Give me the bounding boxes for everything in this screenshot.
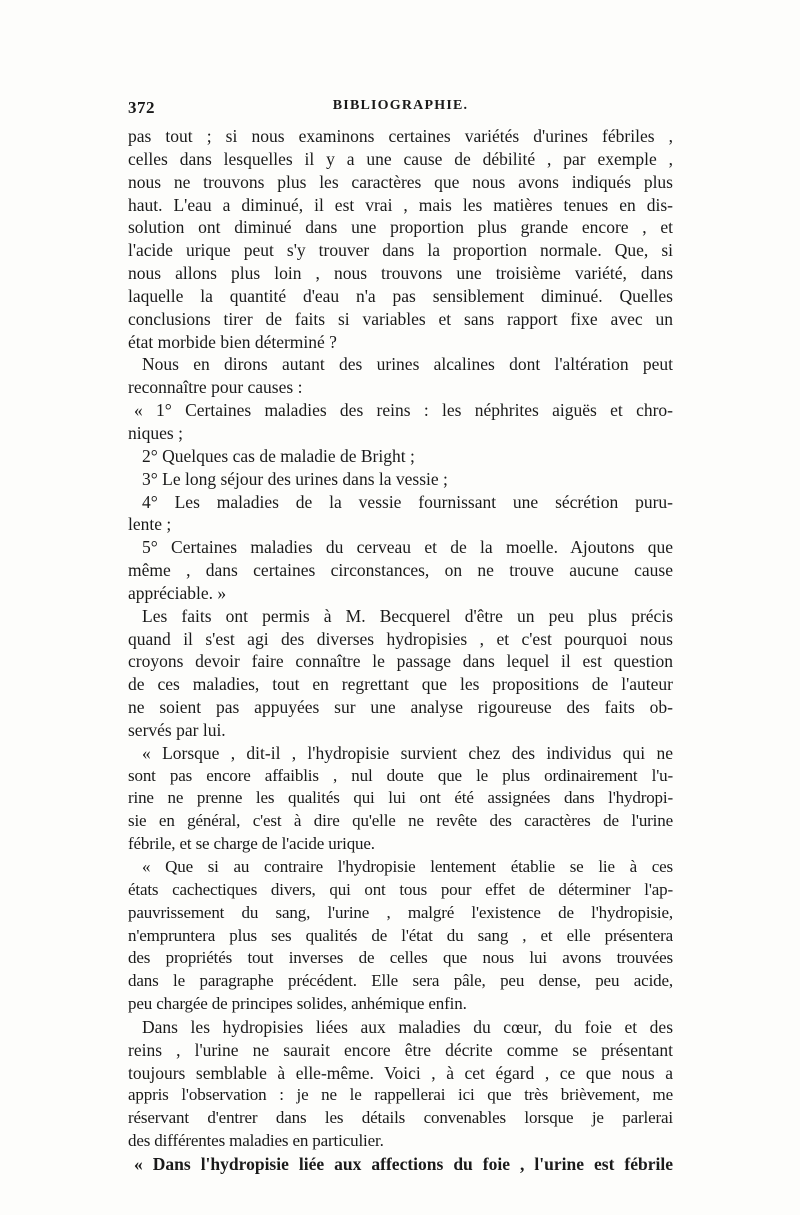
text-line: 2° Quelques cas de maladie de Bright ; [142,445,415,466]
text-line: reins , l'urine ne saurait encore être décrite comme se présentant [128,1039,673,1060]
text-line: 4° Les maladies de la vessie fournissant une sécrétion puru- [142,491,673,512]
text-line: croyons devoir faire connaître le passage dans lequel il est question [128,651,673,672]
page-number: 372 [128,98,155,117]
text-line: l'acide urique peut s'y trouver dans la proportion normale. Que, si [128,240,673,261]
text-line: peu chargée de principes solides, anhémique enfin. [128,994,467,1014]
running-head: BIBLIOGRAPHIE. [332,98,469,113]
text-line: état morbide bien déterminé ? [128,331,337,352]
text-line: nous ne trouvons plus les caractères que nous avons indiqués plus [128,171,673,192]
body-text [128,125,673,1176]
text-line: « Lorsque , dit-il , l'hydropisie survient chez des individus qui ne [142,742,673,763]
text-line: états cachectiques divers, qui ont tous pour effet de déterminer l'ap- [128,879,673,899]
text-line: des propriétés tout inverses de celles que nous lui avons trouvées [128,948,673,968]
text-line: réservant d'entrer dans les détails convenables lorsque je parlerai [128,1108,673,1128]
text-line: rine ne prenne les qualités qui lui ont été assignées dans l'hydropi- [128,788,673,808]
text-line: pauvrissement du sang, l'urine , malgré l'existence de l'hydropisie, [128,902,673,922]
text-line: ne soient pas appuyées sur une analyse rigoureuse des faits ob- [128,697,673,718]
text-line: « 1° Certaines maladies des reins : les néphrites aiguës et chro- [134,400,673,421]
text-line: sie en général, c'est à dire qu'elle ne revête des caractères de l'urine [128,811,673,831]
text-line: 3° Le long séjour des urines dans la vessie ; [142,468,448,489]
text-line: reconnaître pour causes : [128,377,303,398]
text-line: n'empruntera plus ses qualités de l'état du sang , et elle présentera [128,925,673,945]
text-line: quand il s'est agi des diverses hydropisies , et c'est pourquoi nous [128,628,673,649]
text-line: celles dans lesquelles il y a une cause de débilité , par exemple , [128,148,673,169]
text-line: fébrile, et se charge de l'acide urique. [128,834,375,854]
text-line: nous allons plus loin , nous trouvons une troisième variété, dans [128,263,673,284]
text-line: 5° Certaines maladies du cerveau et de la moelle. Ajoutons que [142,537,673,558]
text-line: « Dans l'hydropisie liée aux affections du foie , l'urine est fébrile [134,1153,673,1174]
text-line: Nous en dirons autant des urines alcalines dont l'altération peut [142,354,673,375]
text-line: dans le paragraphe précédent. Elle sera pâle, peu dense, peu acide, [128,971,673,991]
text-line: appris l'observation : je ne le rappellerai ici que très brièvement, me [128,1085,673,1105]
text-line: laquelle la quantité d'eau n'a pas sensiblement diminué. Quelles [128,285,673,306]
text-line: pas tout ; si nous examinons certaines variétés d'urines fébriles , [128,126,673,146]
text-line: appréciable. » [128,582,227,603]
text-line: même , dans certaines circonstances, on ne trouve aucune cause [128,560,673,581]
text-line: Les faits ont permis à M. Becquerel d'être un peu plus précis [142,605,673,626]
text-line: conclusions tirer de faits si variables et sans rapport fixe avec un [128,308,673,329]
text-line: niques ; [128,422,183,443]
text-line: solution ont diminué dans une proportion plus grande encore , et [128,217,673,238]
text-line: servés par lui. [128,719,226,740]
text-line: Dans les hydropisies liées aux maladies du cœur, du foie et des [142,1016,673,1037]
text-line: de ces maladies, tout en regrettant que les propositions de l'auteur [128,674,673,695]
text-line: « Que si au contraire l'hydropisie lentement établie se lie à ces [142,857,673,876]
text-line: sont pas encore affaiblis , nul doute que le plus ordinairement l'u- [128,765,673,785]
text-line: haut. L'eau a diminué, il est vrai , mais les matières tenues en dis- [128,194,673,215]
page-header [128,98,673,124]
text-line: lente ; [128,514,172,535]
text-line: des différentes maladies en particulier. [128,1131,384,1151]
text-line: toujours semblable à elle-même. Voici , à cet égard , ce que nous a [128,1062,673,1083]
